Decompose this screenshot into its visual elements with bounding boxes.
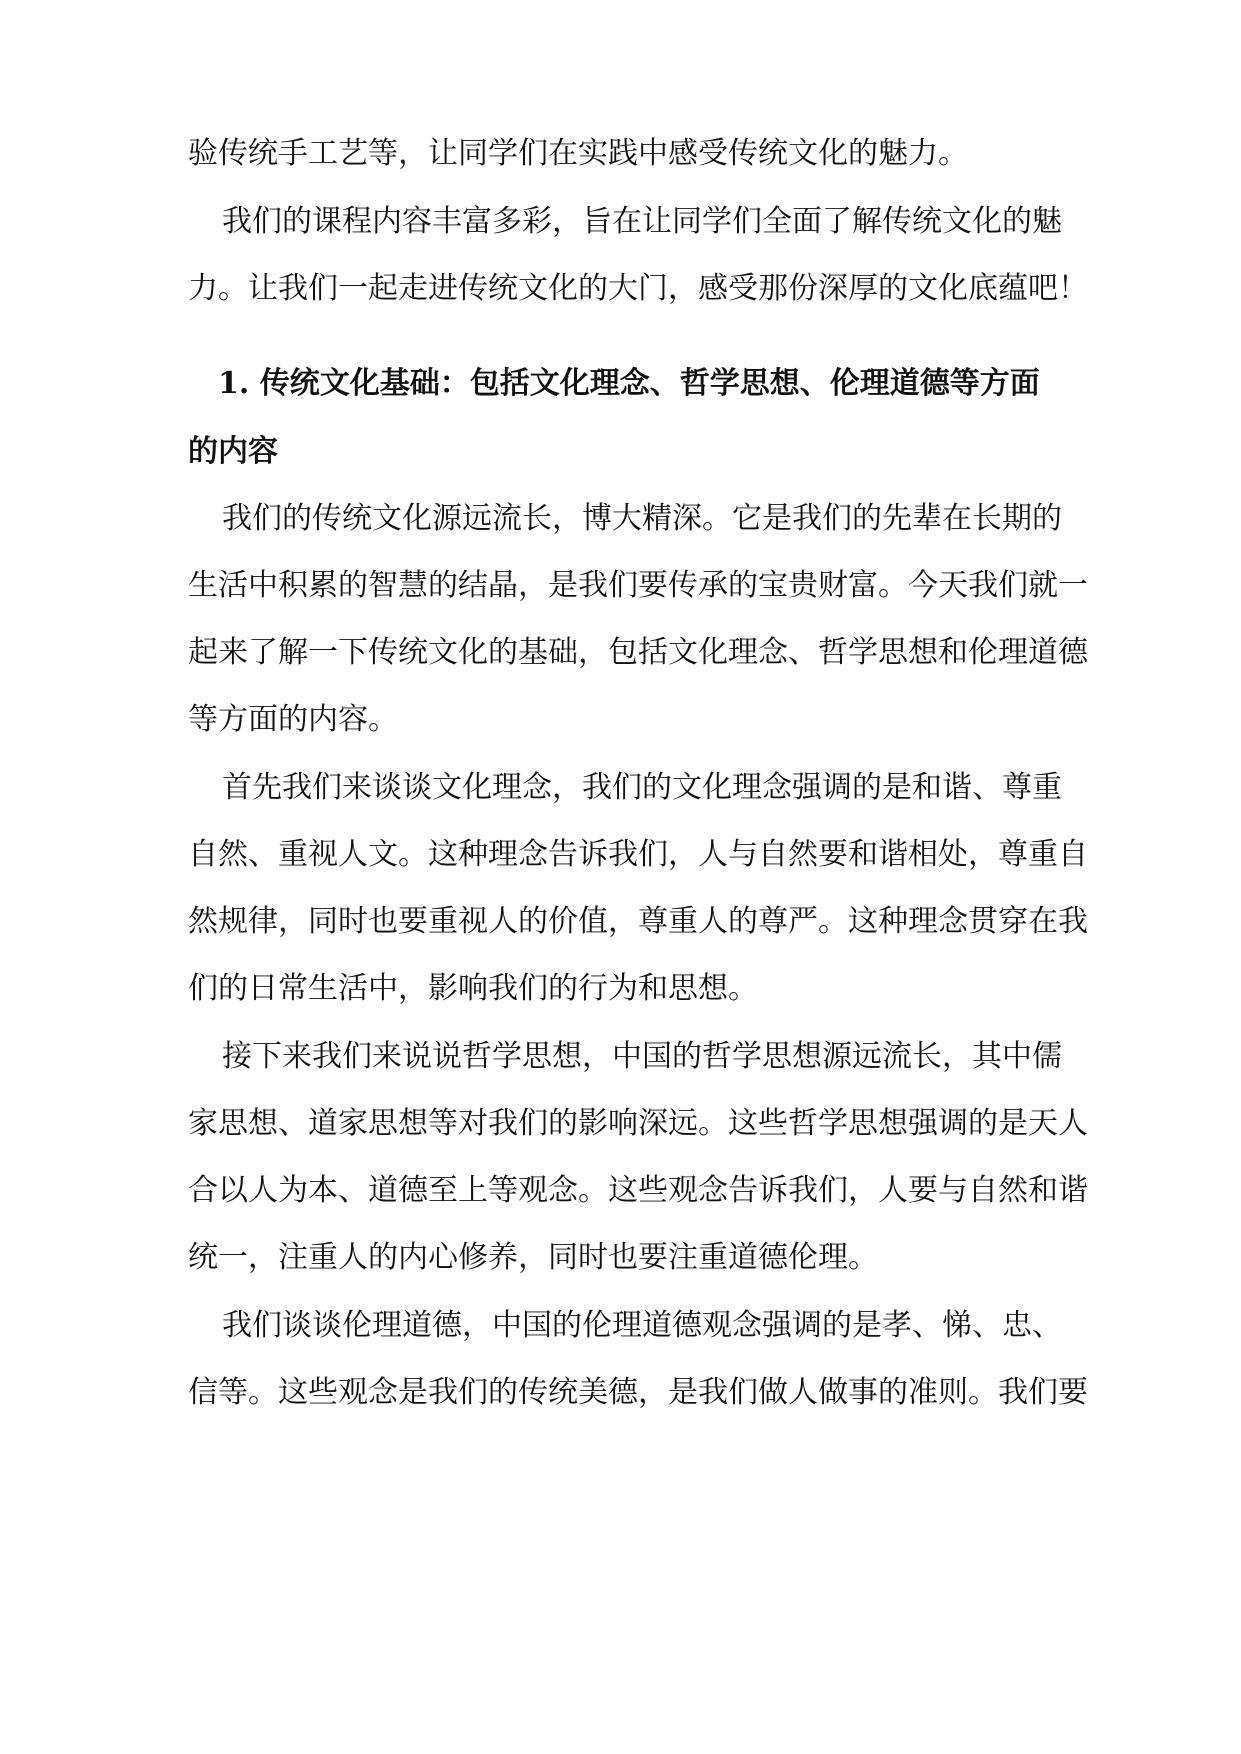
paragraph-line: 家思想、道家思想等对我们的影响深远。这些哲学思想强调的是天人 [188, 1106, 1088, 1141]
paragraph-line: 自然、重视人文。这种理念告诉我们，人与自然要和谐相处，尊重自 [188, 837, 1088, 872]
paragraph-line: 我们谈谈伦理道德，中国的伦理道德观念强调的是孝、悌、忠、 [222, 1308, 1062, 1343]
section-heading-continued: 的内容 [188, 434, 278, 469]
paragraph-line: 我们的课程内容丰富多彩，旨在让同学们全面了解传统文化的魅 [222, 204, 1062, 239]
paragraph-line: 等方面的内容。 [188, 702, 398, 737]
paragraph-line: 力。让我们一起走进传统文化的大门，感受那份深厚的文化底蕴吧！ [188, 271, 1088, 306]
paragraph-line: 我们的传统文化源远流长，博大精深。它是我们的先辈在长期的 [222, 501, 1062, 536]
paragraph-line: 然规律，同时也要重视人的价值，尊重人的尊严。这种理念贯穿在我 [188, 904, 1088, 939]
paragraph-line: 首先我们来谈谈文化理念，我们的文化理念强调的是和谐、尊重 [222, 770, 1062, 805]
paragraph-line: 验传统手工艺等，让同学们在实践中感受传统文化的魅力。 [188, 136, 968, 171]
paragraph-line: 起来了解一下传统文化的基础，包括文化理念、哲学思想和伦理道德 [188, 635, 1088, 670]
paragraph-line: 合以人为本、道德至上等观念。这些观念告诉我们，人要与自然和谐 [188, 1173, 1088, 1208]
paragraph-line: 们的日常生活中，影响我们的行为和思想。 [188, 971, 758, 1006]
paragraph-line: 信等。这些观念是我们的传统美德，是我们做人做事的准则。我们要 [188, 1375, 1088, 1410]
paragraph-line: 接下来我们来说说哲学思想，中国的哲学思想源远流长，其中儒 [222, 1039, 1062, 1074]
paragraph-line: 生活中积累的智慧的结晶，是我们要传承的宝贵财富。今天我们就一 [188, 568, 1088, 603]
paragraph-line: 统一，注重人的内心修养，同时也要注重道德伦理。 [188, 1240, 878, 1275]
section-heading: 1. 传统文化基础：包括文化理念、哲学思想、伦理道德等方面 [218, 366, 1040, 401]
